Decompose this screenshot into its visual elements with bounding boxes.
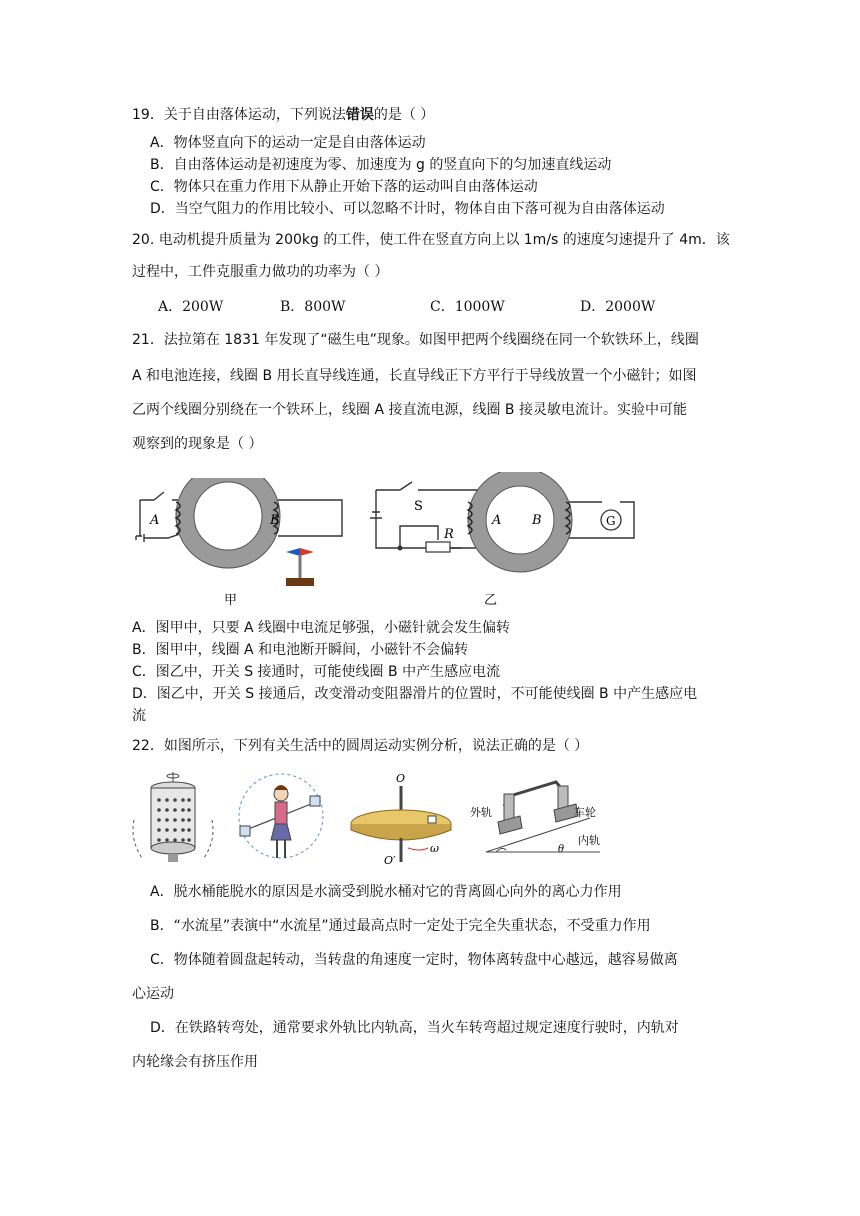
q21-option-a: A．图甲中，只要 A 线圈中电流足够强，小磁针就会发生偏转 [132,620,511,636]
figure-railway [470,772,610,860]
outer-rail-label: 外轨 [470,806,492,819]
q22-option-d: D．在铁路转弯处，通常要求外轨比内轨高，当火车转弯超过规定速度行驶时，内轨对 [150,1020,679,1036]
q22-option-d-cont: 内轮缘会有挤压作用 [132,1054,258,1070]
q20-options [0,296,760,316]
q22-stem: 22．如图所示，下列有关生活中的圆周运动实例分析，说法正确的是（ ） [132,738,589,754]
q20-option-b: B．800W [280,299,346,315]
axis-bottom-label: O′ [384,854,396,867]
coil-b-label-yi: B [532,513,542,528]
q21-option-c: C．图乙中，开关 S 接通时，可能使线圈 B 中产生感应电流 [132,664,501,680]
figure-water-meteor [234,770,328,868]
galvanometer-label: G [606,514,616,528]
q22-option-a: A．脱水桶能脱水的原因是水滴受到脱水桶对它的背离圆心向外的离心力作用 [150,884,622,900]
figure-yi [370,472,640,608]
caption-yi: 乙 [484,593,498,608]
axis-top-label: O [396,772,406,785]
q22-option-c-cont: 心运动 [132,986,174,1002]
q21-stem-line2: A 和电池连接，线圈 B 用长直导线连通，长直导线正下方平行于导线放置一个小磁针；如图 [132,368,697,384]
inner-rail-label: 内轨 [578,834,600,847]
caption-jia: 甲 [224,593,238,608]
q22-option-b: B．“水流星”表演中“水流星”通过最高点时一定处于完全失重状态，不受重力作用 [150,918,651,934]
q20-option-d: D．2000W [580,299,656,315]
q19-option-c: C．物体只在重力作用下从静止开始下落的运动叫自由落体运动 [150,179,538,195]
q19-option-b: B．自由落体运动是初速度为零、加速度为 g 的竖直向下的匀加速直线运动 [150,157,612,173]
resistor-label: R [444,527,454,542]
q21-option-d-cont: 流 [132,708,146,724]
q20-stem-line1: 20. 电动机提升质量为 200kg 的工件，使工件在竖直方向上以 1m/s 的速度匀速提升了 4m．该 [132,232,730,248]
figure-turntable [346,770,456,868]
q20-stem-line2: 过程中，工件克服重力做功的功率为（ ） [132,264,389,280]
q21-stem-line4: 观察到的现象是（ ） [132,436,263,452]
coil-a-label-yi: A [492,513,502,528]
theta-label: θ [558,844,565,855]
switch-label: S [414,499,423,514]
q19-option-a: A．物体竖直向下的运动一定是自由落体运动 [150,135,426,151]
q22-option-c: C．物体随着圆盘起转动，当转盘的角速度一定时，物体离转盘中心越远，越容易做离 [150,952,678,968]
coil-b-label: B [270,513,280,528]
q21-option-d: D．图乙中，开关 S 接通后，改变滑动变阻器滑片的位置时，不可能使线圈 B 中产生感应电 [132,686,698,702]
q20-option-c: C．1000W [430,299,505,315]
q19-stem: 19．关于自由落体运动，下列说法错误的是（ ） [132,107,435,123]
coil-a-label: A [150,513,160,528]
q21-option-b: B．图甲中，线圈 A 和电池断开瞬间，小磁针不会偏转 [132,642,469,658]
wheel-label: 车轮 [574,806,596,819]
q19-option-d: D．当空气阻力的作用比较小、可以忽略不计时，物体自由下落可视为自由落体运动 [150,201,665,217]
figure-spin-dryer [128,770,218,868]
q20-option-a: A．200W [158,299,224,315]
figure-jia [128,478,348,608]
omega-label: ω [430,842,439,855]
q21-stem-line1: 21．法拉第在 1831 年发现了“磁生电”现象。如图甲把两个线圈绕在同一个软铁环上，线圈 [132,332,699,348]
q21-stem-line3: 乙两个线圈分别绕在一个铁环上，线圈 A 接直流电源，线圈 B 接灵敏电流计。实验中可能 [132,402,687,418]
